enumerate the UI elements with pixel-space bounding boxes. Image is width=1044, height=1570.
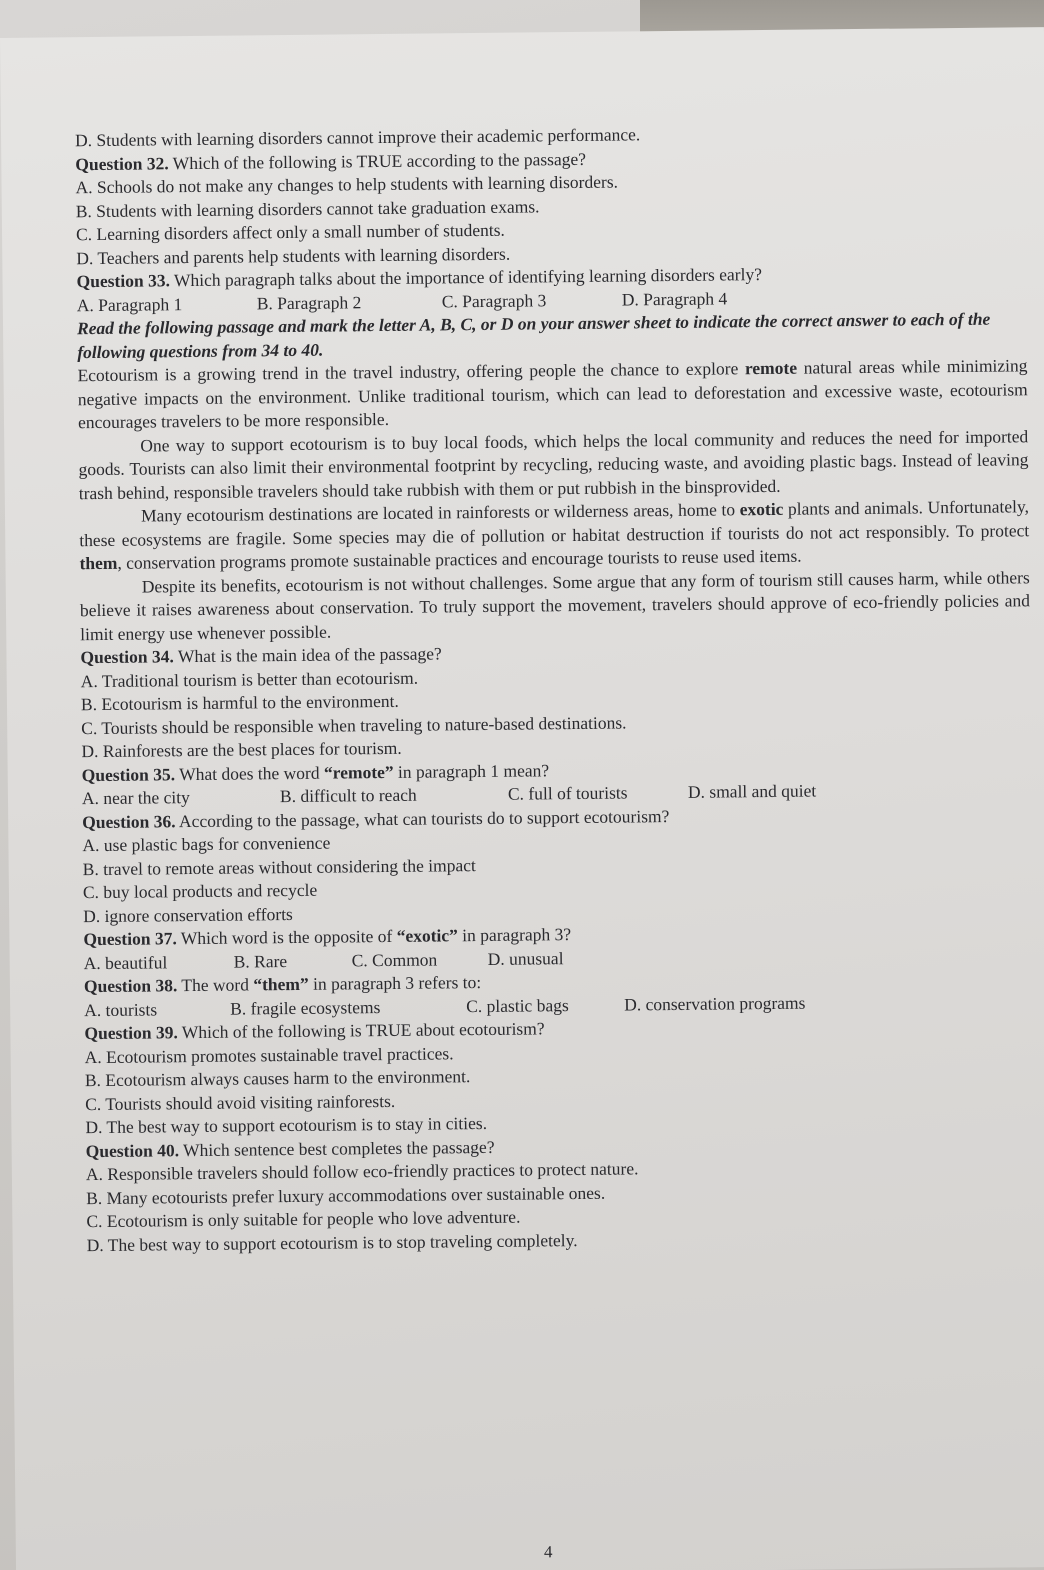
q36-option-b: B. travel to remote areas without considering the impact — [82, 854, 476, 879]
q38-option-d: D. conservation programs — [624, 992, 806, 1015]
passage-paragraph-1 — [77, 354, 1028, 434]
q34-option-a: A. Traditional tourism is better than ecotourism. — [80, 667, 419, 691]
q34-option-d: D. Rainforests are the best places for tourism. — [81, 737, 402, 762]
q36-option-a: A. use plastic bags for convenience — [82, 832, 331, 856]
section-instruction: Read the following passage and mark the letter A, B, C, or D on your answer sheet to indicate the correct answer to each of the following questions from 34 to 40. — [76, 308, 991, 362]
question-35-text-a: What does the word — [174, 762, 325, 784]
question-40-text: Which sentence best completes the passage? — [178, 1136, 495, 1160]
q40-option-d: D. The best way to support ecotourism is to stop traveling completely. — [86, 1229, 578, 1255]
question-34-text: What is the main idea of the passage? — [173, 643, 442, 667]
question-37-text-b: in paragraph 3? — [457, 924, 572, 946]
p1-text-b: natural areas while minimizing negative impacts on the environment. Unlike traditional tourism, which can lead to deforestation and excessive waste, ecotourism encourages travelers to be more responsible. — [77, 355, 1028, 433]
question-39-text: Which of the following is TRUE about ecotourism? — [177, 1018, 545, 1043]
p3-text-a: Many ecotourism destinations are located in rainforests or wilderness areas, home to — [140, 499, 740, 526]
question-32-label: Question 32. — [75, 152, 169, 174]
question-35-keyword: “remote” — [323, 761, 394, 783]
question-38-keyword: “them” — [253, 973, 309, 995]
p1-text-a: Ecotourism is a growing trend in the travel industry, offering people the chance to explore — [77, 358, 745, 386]
q33-option-a: A. Paragraph 1 — [76, 293, 183, 315]
q35-option-b: B. difficult to reach — [279, 784, 417, 807]
q35-option-a: A. near the city — [81, 787, 190, 809]
q39-option-d: D. The best way to support ecotourism is to stay in cities. — [85, 1112, 488, 1138]
q32-option-c: C. Learning disorders affect only a small number of students. — [75, 219, 505, 245]
question-39-label: Question 39. — [84, 1022, 178, 1044]
question-38-text-a: The word — [177, 974, 254, 996]
question-37-keyword: “exotic” — [396, 925, 458, 946]
q31-option-d: D. Students with learning disorders cannot improve their academic performance. — [74, 124, 641, 151]
question-34-label: Question 34. — [80, 646, 174, 668]
keyword-remote: remote — [744, 357, 798, 379]
passage-paragraph-3 — [79, 495, 1030, 575]
q32-option-b: B. Students with learning disorders cannot take graduation exams. — [75, 195, 540, 221]
q32-option-d: D. Teachers and parents help students with learning disorders. — [76, 243, 511, 268]
question-37-label: Question 37. — [83, 928, 177, 950]
question-38-text-b: in paragraph 3 refers to: — [308, 972, 482, 994]
q33-option-d: D. Paragraph 4 — [621, 287, 728, 310]
keyword-exotic: exotic — [739, 498, 784, 520]
question-36-text: According to the passage, what can tourists do to support ecotourism? — [175, 805, 670, 831]
p3-text-b: plants and animals. Unfortunately, these ecosystems are fragile. Some species may die of pollution or habitat destruction if tourists do not act responsibly. To protect — [79, 496, 1030, 550]
question-35-text-b: in paragraph 1 mean? — [393, 759, 550, 782]
exam-content — [75, 119, 1037, 1257]
q34-option-b: B. Ecotourism is harmful to the environment. — [80, 690, 399, 715]
q39-option-b: B. Ecotourism always causes harm to the environment. — [84, 1066, 471, 1091]
keyword-them: them — [79, 552, 118, 574]
question-38-label: Question 38. — [83, 975, 178, 997]
passage-paragraph-4: Despite its benefits, ecotourism is not without challenges. Some argue that any form of tourism still causes harm, while others believe it raises awareness about conservation. To truly support the movement, travelers should approve of eco-friendly policies and limit energy use whenever possible. — [79, 566, 1031, 644]
q35-option-d: D. small and quiet — [687, 780, 817, 802]
q39-option-c: C. Tourists should avoid visiting rainforests. — [85, 1090, 396, 1114]
q33-option-c: C. Paragraph 3 — [441, 289, 547, 311]
q40-option-c: C. Ecotourism is only suitable for people who love adventure. — [86, 1206, 521, 1232]
question-33-text: Which paragraph talks about the importance of identifying learning disorders early? — [169, 264, 763, 291]
exam-sheet — [0, 27, 1044, 1570]
q40-option-a: A. Responsible travelers should follow eco-friendly practices to protect nature. — [85, 1158, 639, 1185]
q35-option-c: C. full of tourists — [507, 782, 628, 804]
passage-paragraph-2: One way to support ecotourism is to buy local foods, which helps the local community and reduces the need for imported goods. Tourists can also limit their environmental footprint by recycling, reducing waste, and avoiding plastic bags. Instead of leaving trash behind, responsible travelers should take rubbish with them or put rubbish in the binsprovided. — [78, 425, 1029, 503]
q39-option-a: A. Ecotourism promotes sustainable travel practices. — [84, 1042, 454, 1067]
q38-option-a: A. tourists — [84, 998, 158, 1020]
q33-option-b: B. Paragraph 2 — [256, 291, 362, 313]
q38-option-b: B. fragile ecosystems — [230, 996, 381, 1019]
p3-text-c: , conservation programs promote sustainable practices and encourage tourists to reuse used items. — [117, 545, 802, 573]
q37-option-a: A. beautiful — [83, 951, 168, 973]
q32-option-a: A. Schools do not make any changes to help students with learning disorders. — [75, 171, 619, 198]
q36-option-d: D. ignore conservation efforts — [83, 903, 293, 926]
page-number: 4 — [543, 1542, 553, 1562]
question-36-label: Question 36. — [82, 810, 176, 832]
question-37-text-a: Which word is the opposite of — [176, 925, 397, 949]
q34-option-c: C. Tourists should be responsible when traveling to nature-based destinations. — [81, 711, 627, 738]
question-35-label: Question 35. — [81, 763, 176, 785]
question-40-label: Question 40. — [85, 1139, 180, 1161]
q37-option-c: C. Common — [351, 948, 438, 970]
question-32-text: Which of the following is TRUE according to the passage? — [168, 148, 587, 173]
q36-option-c: C. buy local products and recycle — [82, 879, 318, 903]
q37-option-b: B. Rare — [233, 950, 288, 972]
q38-option-c: C. plastic bags — [466, 994, 569, 1016]
question-33-label: Question 33. — [76, 270, 171, 292]
q37-option-d: D. unusual — [487, 947, 564, 969]
q40-option-b: B. Many ecotourists prefer luxury accommodations over sustainable ones. — [86, 1182, 606, 1208]
